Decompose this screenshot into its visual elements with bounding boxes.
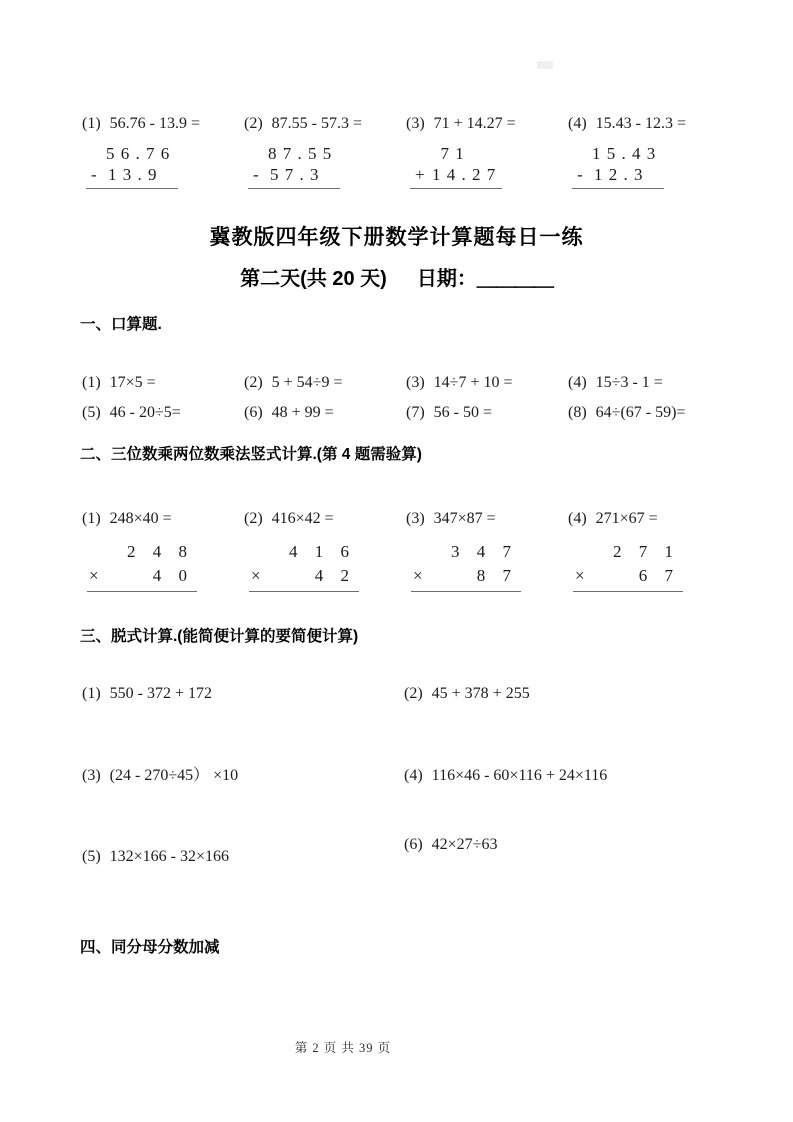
problem-label: (5) <box>82 848 101 865</box>
vertical-top-number: 5 6 . 7 6 <box>106 144 171 163</box>
problem-label: (7) <box>406 404 425 421</box>
vertical-bottom-row <box>86 164 178 189</box>
problem-label: (4) <box>568 374 587 391</box>
problem-label: (3) <box>406 115 425 132</box>
problem-expression: 87.55 - 57.3 = <box>271 115 363 132</box>
vertical-calculation <box>410 143 502 189</box>
problem-label: (2) <box>244 115 263 132</box>
vertical-operator: × <box>575 566 585 585</box>
vertical-bottom-row <box>87 564 197 592</box>
problem-expression: 14÷7 + 10 = <box>433 374 513 391</box>
problem-expression: 347×87 = <box>433 510 496 527</box>
problem-label: (4) <box>568 510 587 527</box>
vertical-bottom-row <box>410 164 502 189</box>
oral-problems-grid <box>0 372 793 423</box>
problem-label: (3) <box>406 510 425 527</box>
day-label: 第二天(共 20 天) <box>240 268 387 290</box>
problem-label: (1) <box>82 510 101 527</box>
vertical-bottom-number: 4 0 <box>152 566 187 585</box>
vertical-calculation <box>411 540 521 592</box>
vertical-top-number: 3 4 7 <box>451 542 511 561</box>
problem-expression: 550 - 372 + 172 <box>109 685 213 702</box>
vertical-bottom-row <box>248 164 340 189</box>
section-heading-oral: 一、口算题. <box>80 316 162 333</box>
vertical-calculation <box>86 143 178 189</box>
vertical-operator: × <box>251 566 261 585</box>
problem-label: (2) <box>244 374 263 391</box>
multiplication-row <box>0 508 793 592</box>
mult-problem-1 <box>82 508 244 592</box>
decimal-problem-1 <box>82 113 244 189</box>
vertical-top-number: 1 5 . 4 3 <box>592 144 657 163</box>
scan-artifact <box>537 61 553 69</box>
stepwise-problem-4 <box>404 765 793 786</box>
problem-expression: 48 + 99 = <box>271 404 334 421</box>
decimal-problem-4 <box>568 113 737 189</box>
stepwise-problem-5 <box>82 846 404 867</box>
page-footer: 第 2 页 共 39 页 <box>294 1041 392 1055</box>
decimal-vertical-row <box>0 0 793 189</box>
problem-label: (3) <box>82 767 101 784</box>
problem-line <box>82 113 244 134</box>
vertical-bottom-number: 4 2 <box>314 566 349 585</box>
vertical-operator: × <box>413 566 423 585</box>
oral-problem-1 <box>82 372 244 393</box>
problem-label: (2) <box>404 685 423 702</box>
stepwise-problem-1 <box>82 683 404 704</box>
oral-problem-7 <box>406 402 568 423</box>
problem-label: (4) <box>568 115 587 132</box>
problem-expression: 15÷3 - 1 = <box>595 374 663 391</box>
vertical-operator: - <box>91 165 98 184</box>
vertical-calculation <box>572 143 664 189</box>
problem-label: (2) <box>244 510 263 527</box>
mult-problem-2 <box>244 508 406 592</box>
stepwise-problem-6 <box>404 834 793 855</box>
problem-line <box>406 113 568 134</box>
problem-label: (1) <box>82 115 101 132</box>
problem-line <box>244 113 406 134</box>
problem-expression: 271×67 = <box>595 510 658 527</box>
problem-line <box>568 113 737 134</box>
problem-label: (8) <box>568 404 587 421</box>
vertical-bottom-number: 6 7 <box>638 566 673 585</box>
stepwise-row-2 <box>0 765 793 786</box>
oral-problem-3 <box>406 372 568 393</box>
vertical-bottom-row <box>411 564 521 592</box>
date-blank: ＿＿＿＿ <box>476 268 553 290</box>
vertical-operator: - <box>253 165 260 184</box>
stepwise-row-1 <box>0 683 793 704</box>
vertical-bottom-row <box>573 564 683 592</box>
problem-expression: 248×40 = <box>109 510 172 527</box>
problem-line <box>406 508 568 529</box>
oral-problem-6 <box>244 402 406 423</box>
oral-problem-2 <box>244 372 406 393</box>
vertical-operator: + <box>415 165 426 184</box>
date-label: 日期： <box>416 268 477 290</box>
oral-problem-5 <box>82 402 244 423</box>
problem-label: (1) <box>82 374 101 391</box>
vertical-bottom-number: 5 7 . 3 <box>270 165 320 184</box>
problem-line <box>82 508 244 529</box>
problem-expression: 17×5 = <box>109 374 156 391</box>
problem-line <box>244 508 406 529</box>
mult-problem-3 <box>406 508 568 592</box>
vertical-bottom-row <box>249 564 359 592</box>
stepwise-problem-3 <box>82 765 404 786</box>
problem-expression: 64÷(67 - 59)= <box>595 404 686 421</box>
problem-expression: 116×46 - 60×116 + 24×116 <box>431 767 608 784</box>
problem-label: (1) <box>82 685 101 702</box>
vertical-top-number: 4 1 6 <box>289 542 349 561</box>
problem-expression: 56.76 - 13.9 = <box>109 115 201 132</box>
vertical-calculation <box>249 540 359 592</box>
problem-expression: 416×42 = <box>271 510 334 527</box>
oral-problem-8 <box>568 402 737 423</box>
vertical-operator: - <box>577 165 584 184</box>
vertical-operator: × <box>89 566 99 585</box>
vertical-calculation <box>573 540 683 592</box>
page-title: 冀教版四年级下册数学计算题每日一练 <box>209 226 584 249</box>
stepwise-problem-2 <box>404 683 793 704</box>
oral-problem-4 <box>568 372 737 393</box>
problem-expression: (24 - 270÷45） ×10 <box>109 767 239 784</box>
stepwise-row-3 <box>0 836 793 867</box>
vertical-bottom-number: 8 7 <box>476 566 511 585</box>
subtitle <box>0 262 793 291</box>
section-heading-mult: 二、三位数乘两位数乘法竖式计算.(第 4 题需验算) <box>80 446 422 463</box>
vertical-bottom-number: 1 3 . 9 <box>108 165 158 184</box>
problem-expression: 45 + 378 + 255 <box>431 685 530 702</box>
vertical-top-number: 2 4 8 <box>127 542 187 561</box>
problem-expression: 15.43 - 12.3 = <box>595 115 687 132</box>
problem-expression: 71 + 14.27 = <box>433 115 516 132</box>
vertical-top-number: 8 7 . 5 5 <box>268 144 333 163</box>
mult-problem-4 <box>568 508 737 592</box>
problem-label: (5) <box>82 404 101 421</box>
problem-label: (3) <box>406 374 425 391</box>
problem-expression: 46 - 20÷5= <box>109 404 181 421</box>
problem-label: (6) <box>244 404 263 421</box>
problem-expression: 132×166 - 32×166 <box>109 848 230 865</box>
vertical-bottom-row <box>572 164 664 189</box>
vertical-calculation <box>248 143 340 189</box>
problem-expression: 42×27÷63 <box>431 836 498 853</box>
vertical-top-number: 2 7 1 <box>613 542 673 561</box>
problem-expression: 5 + 54÷9 = <box>271 374 343 391</box>
problem-label: (4) <box>404 767 423 784</box>
problem-line <box>568 508 737 529</box>
problem-expression: 56 - 50 = <box>433 404 493 421</box>
vertical-top-number: 7 1 <box>430 144 465 163</box>
vertical-bottom-number: 1 4 . 2 7 <box>432 165 497 184</box>
vertical-bottom-number: 1 2 . 3 <box>594 165 644 184</box>
section-heading-stepwise: 三、脱式计算.(能简便计算的要简便计算) <box>80 628 359 645</box>
section-heading-fraction: 四、同分母分数加减 <box>80 939 220 956</box>
decimal-problem-3 <box>406 113 568 189</box>
vertical-calculation <box>87 540 197 592</box>
problem-label: (6) <box>404 836 423 853</box>
decimal-problem-2 <box>244 113 406 189</box>
